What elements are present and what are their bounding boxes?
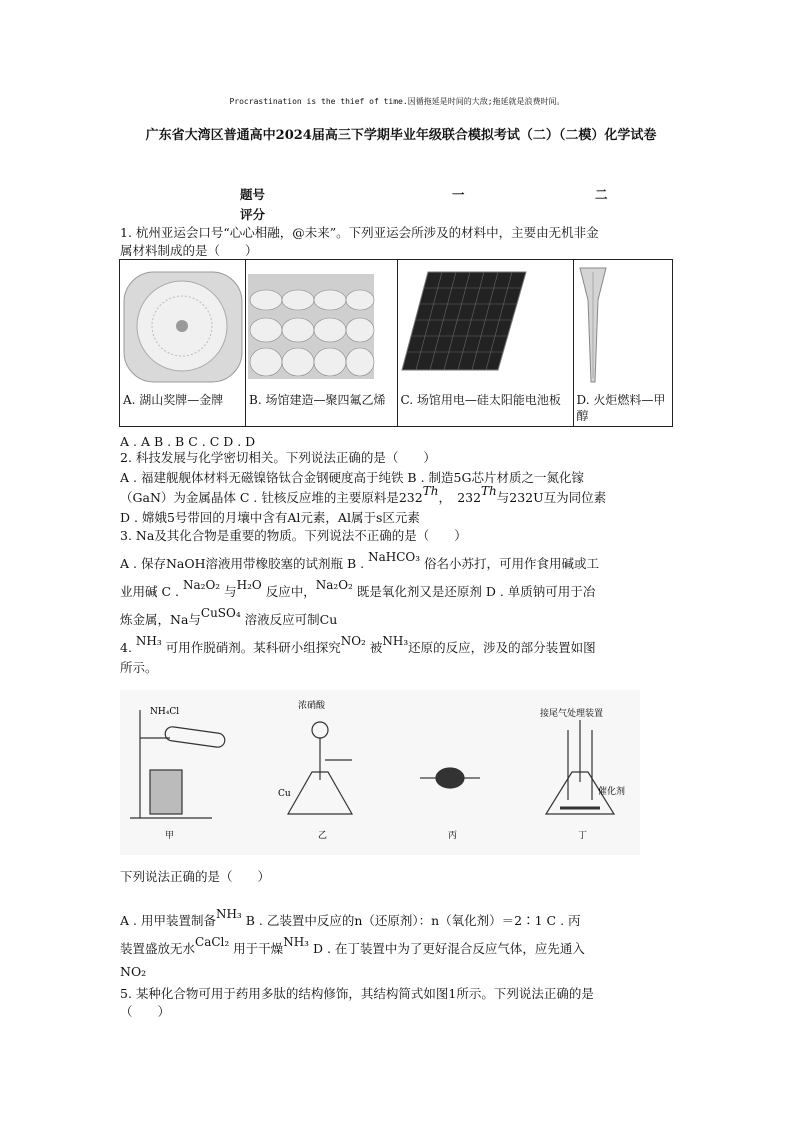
q4-line1-d: 还原的反应，涉及的部分装置如图: [408, 640, 596, 655]
q4-opt-c-text: 装置盛放无水: [120, 941, 196, 956]
q4-option-c: [120, 935, 680, 958]
formula-nh3-b: NH₃: [382, 634, 409, 648]
label-nh4cl: NH₄Cl: [150, 707, 180, 717]
option-b-cell[interactable]: [246, 260, 398, 427]
q3-line2: [120, 550, 680, 573]
q1-options-table: [119, 259, 673, 427]
option-c-label: C. 场馆用电—硅太阳能电池板: [400, 393, 561, 407]
q3-stem: 3. Na及其化合物是重要的物质。下列说法不正确的是（ ）: [120, 528, 467, 543]
q2-line3-a: （GaN）为金属晶体 C . 钍核反应堆的主要原料是232: [120, 490, 423, 505]
stadium-roof-image: [246, 260, 397, 390]
q3-line3-b: 与: [224, 584, 237, 599]
label-catalyst: 催化剂: [598, 787, 626, 797]
label-tail-gas: 接尾气处理装置: [540, 709, 604, 719]
label-cu: Cu: [278, 789, 291, 799]
formula-cacl2: CaCl₂: [195, 935, 230, 949]
caption-yi: 乙: [318, 831, 328, 841]
caption-bing: 丙: [448, 831, 458, 841]
q1-stem-line2: 属材料制成的是（ ）: [120, 243, 258, 258]
q2-stem: 2. 科技发展与化学密切相关。下列说法正确的是（ ）: [120, 450, 436, 465]
q2-line3: [120, 484, 680, 507]
option-d-cell[interactable]: [573, 260, 673, 427]
score-col-1: 一: [452, 187, 465, 202]
formula-nh3-d: NH₃: [283, 935, 309, 949]
caption-ding: 丁: [578, 831, 588, 841]
q5-stem: 5. 某种化合物可用于药用多肽的结构修饰，其结构简式如图1所示。下列说法正确的是: [120, 986, 594, 1001]
thorium-symbol-2: Th: [481, 484, 497, 498]
medal-image: [120, 260, 245, 390]
formula-cuso4: CuSO₄: [200, 606, 241, 620]
formula-no2-b: NO₂: [120, 964, 147, 979]
score-row-label-2: 评分: [240, 207, 266, 222]
tagline: Procrastination is the thief of time.因循拖延是时间的大敌;拖延就是浪费时间。: [229, 97, 565, 106]
option-b-label: B. 场馆建造—聚四氟乙烯: [249, 393, 386, 407]
formula-nh3: NH₃: [135, 634, 162, 648]
q4-option-a: [120, 907, 680, 930]
apparatus-drawing: [120, 690, 640, 855]
option-c-cell[interactable]: [397, 260, 573, 427]
q3-line3-c: 反应中，: [265, 584, 316, 599]
q5-line2: （ ）: [120, 1004, 171, 1019]
q4-line2: 所示。: [120, 660, 158, 675]
q2-line3-b: ， 232: [438, 490, 482, 505]
q3-line4: [120, 606, 680, 629]
formula-h2o: H₂O: [236, 578, 262, 592]
apparatus-figure: [120, 690, 640, 855]
q3-line3-d: 既是氧化剂又是还原剂 D . 单质钠可用于冶: [356, 584, 596, 599]
formula-nahco3: NaHCO₃: [368, 550, 421, 564]
q4-line1-c: 被: [369, 640, 383, 655]
q3-line2-b: 俗名小苏打，可用作食用碱或工: [424, 556, 600, 571]
torch-image: [574, 260, 673, 390]
formula-na2o2: Na₂O₂: [182, 578, 221, 592]
q1-answer-choices: A . A B . B C . C D . D: [120, 434, 256, 449]
score-col-2: 二: [595, 187, 608, 202]
caption-jia: 甲: [165, 831, 175, 841]
q4-stem: [120, 634, 680, 657]
q4-opt-b-text: B . 乙装置中反应的n（还原剂）：n（氧化剂）＝2∶1 C . 丙: [245, 913, 581, 928]
q4-opt-a-text: A . 用甲装置制备: [120, 913, 216, 928]
formula-na2o2-b: Na₂O₂: [315, 578, 353, 592]
option-a-label: A. 湖山奖牌—金牌: [123, 393, 224, 407]
formula-no2: NO₂: [340, 634, 366, 648]
q3-line3-a: 业用碱 C .: [120, 584, 179, 599]
q4-line1-b: 可用作脱硝剂。某科研小组探究: [165, 640, 341, 655]
q4-opt-c-text-b: 用于干燥: [233, 941, 284, 956]
q3-line3: [120, 578, 680, 601]
q4-opt-d-text: D . 在丁装置中为了更好混合反应气体，应先通入: [312, 941, 585, 956]
q3-line4-b: 溶液反应可制Cu: [244, 612, 338, 627]
q4-line1-a: 4.: [120, 640, 132, 655]
q3-line4-a: 炼金属，Na与: [120, 612, 201, 627]
formula-nh3-c: NH₃: [215, 907, 242, 921]
thorium-symbol-1: Th: [422, 484, 439, 498]
q4-prompt: 下列说法正确的是（ ）: [120, 869, 271, 884]
option-d-label: D. 火炬燃料—甲醇: [576, 393, 666, 423]
q3-line2-a: A . 保存NaOH溶液用带橡胶塞的试剂瓶 B .: [120, 556, 365, 571]
page-title: 广东省大湾区普通高中2024届高三下学期毕业年级联合模拟考试（二）（二模）化学试卷: [145, 128, 657, 143]
q4-option-d-formula: [120, 963, 680, 980]
option-a-cell[interactable]: [120, 260, 246, 427]
q2-line4: D . 嫦娥5号带回的月壤中含有Al元素，Al属于s区元素: [120, 510, 420, 525]
q2-line3-c: 与232U互为同位素: [496, 490, 607, 505]
q1-stem-line1: 1. 杭州亚运会口号“心心相融，@未来”。下列亚运会所涉及的材料中，主要由无机非金: [120, 225, 599, 240]
label-conc-nitric-acid: 浓硝酸: [298, 701, 326, 711]
q2-line2: A . 福建舰舰体材料无磁镍铬钛合金钢硬度高于纯铁 B . 制造5G芯片材质之一氮化镓: [120, 470, 584, 485]
solar-panel-image: [398, 260, 573, 390]
score-row-label: 题号: [240, 187, 266, 202]
